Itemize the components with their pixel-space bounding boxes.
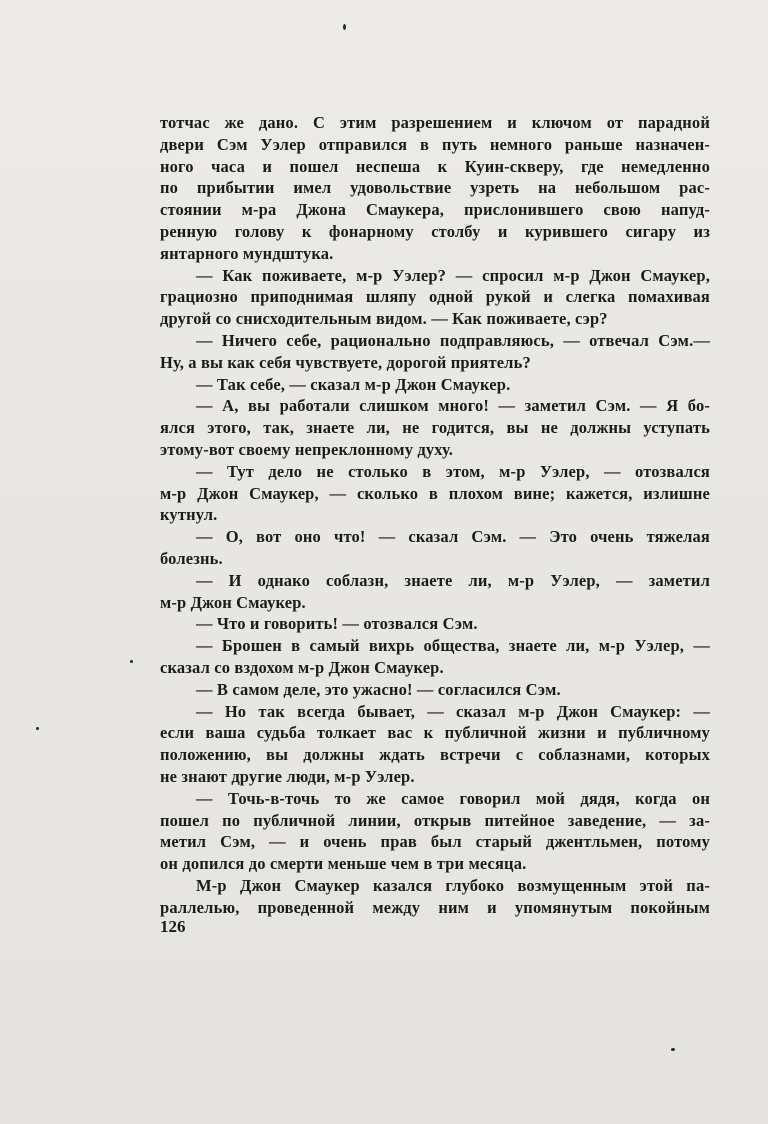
text-line: пошел по публичной линии, открыв питейное заведение, — за-: [160, 810, 710, 830]
text-line: Ну, а вы как себя чувствуете, дорогой приятель?: [160, 352, 531, 372]
text-line: — Как поживаете, м-р Уэлер? — спросил м-р Джон Смаукер,: [196, 265, 710, 285]
text-line: двери Сэм Уэлер отправился в путь немного раньше назначен-: [160, 134, 710, 154]
text-line: кутнул.: [160, 505, 218, 525]
text-line: — И однако соблазн, знаете ли, м-р Уэлер, — заметил: [196, 570, 710, 590]
text-line: — А, вы работали слишком много! — заметил Сэм. — Я бо-: [196, 396, 710, 416]
text-line: м-р Джон Смаукер, — сколько в плохом вине; кажется, излишне: [160, 483, 710, 503]
ink-speck: [36, 727, 39, 730]
body-text: [160, 112, 710, 918]
text-line: ялся этого, так, знаете ли, не годится, вы не должны уступать: [160, 418, 710, 438]
text-line: этому-вот своему непреклонному духу.: [160, 439, 454, 459]
text-line: ренную голову к фонарному столбу и курившего сигару из: [160, 221, 710, 241]
ink-speck: [343, 24, 346, 30]
text-line: ного часа и пошел неспеша к Куин-скверу, где немедленно: [160, 156, 710, 176]
text-line: — Ничего себе, рационально подправляюсь, — отвечал Сэм.—: [196, 330, 710, 350]
text-line: — О, вот оно что! — сказал Сэм. — Это очень тяжелая: [196, 527, 710, 547]
text-line: сказал со вздохом м-р Джон Смаукер.: [160, 657, 444, 677]
text-line: м-р Джон Смаукер.: [160, 592, 306, 612]
text-line: тотчас же дано. С этим разрешением и ключом от парадной: [160, 113, 710, 132]
page-number: 126: [160, 917, 186, 936]
text-line: М-р Джон Смаукер казался глубоко возмущенным этой па-: [196, 875, 710, 895]
text-line: — Тут дело не столько в этом, м-р Уэлер, — отозвался: [196, 461, 710, 481]
text-line: раллелью, проведенной между ним и упомянутым покойным: [160, 897, 710, 917]
text-line: — Так себе, — сказал м-р Джон Смаукер.: [196, 374, 511, 394]
text-line: не знают другие люди, м-р Уэлер.: [160, 766, 415, 786]
text-line: грациозно приподнимая шляпу одной рукой и слегка помахивая: [160, 287, 710, 307]
text-line: — Точь-в-точь то же самое говорил мой дядя, когда он: [196, 788, 710, 808]
text-line: стоянии м-ра Джона Смаукера, прислонившего свою напуд-: [160, 200, 710, 220]
text-line: — Брошен в самый вихрь общества, знаете ли, м-р Уэлер, —: [196, 636, 710, 656]
text-line: метил Сэм, — и очень прав был старый джентльмен, потому: [160, 832, 710, 852]
text-line: — Но так всегда бывает, — сказал м-р Джон Смаукер: —: [196, 701, 710, 721]
ink-speck: [130, 660, 133, 663]
text-line: он допился до смерти меньше чем в три месяца.: [160, 854, 527, 874]
text-line: другой со снисходительным видом. — Как поживаете, сэр?: [160, 309, 608, 329]
text-line: болезнь.: [160, 548, 223, 568]
text-line: по прибытии имел удовольствие узреть на небольшом рас-: [160, 178, 710, 198]
text-line: янтарного мундштука.: [160, 243, 334, 263]
ink-speck: [671, 1048, 675, 1051]
text-line: — Что и говорить! — отозвался Сэм.: [196, 614, 478, 634]
text-line: положению, вы должны ждать встречи с соблазнами, которых: [160, 745, 710, 765]
text-line: если ваша судьба толкает вас к публичной жизни и публичному: [160, 723, 710, 743]
text-line: — В самом деле, это ужасно! — согласился Сэм.: [196, 679, 561, 699]
